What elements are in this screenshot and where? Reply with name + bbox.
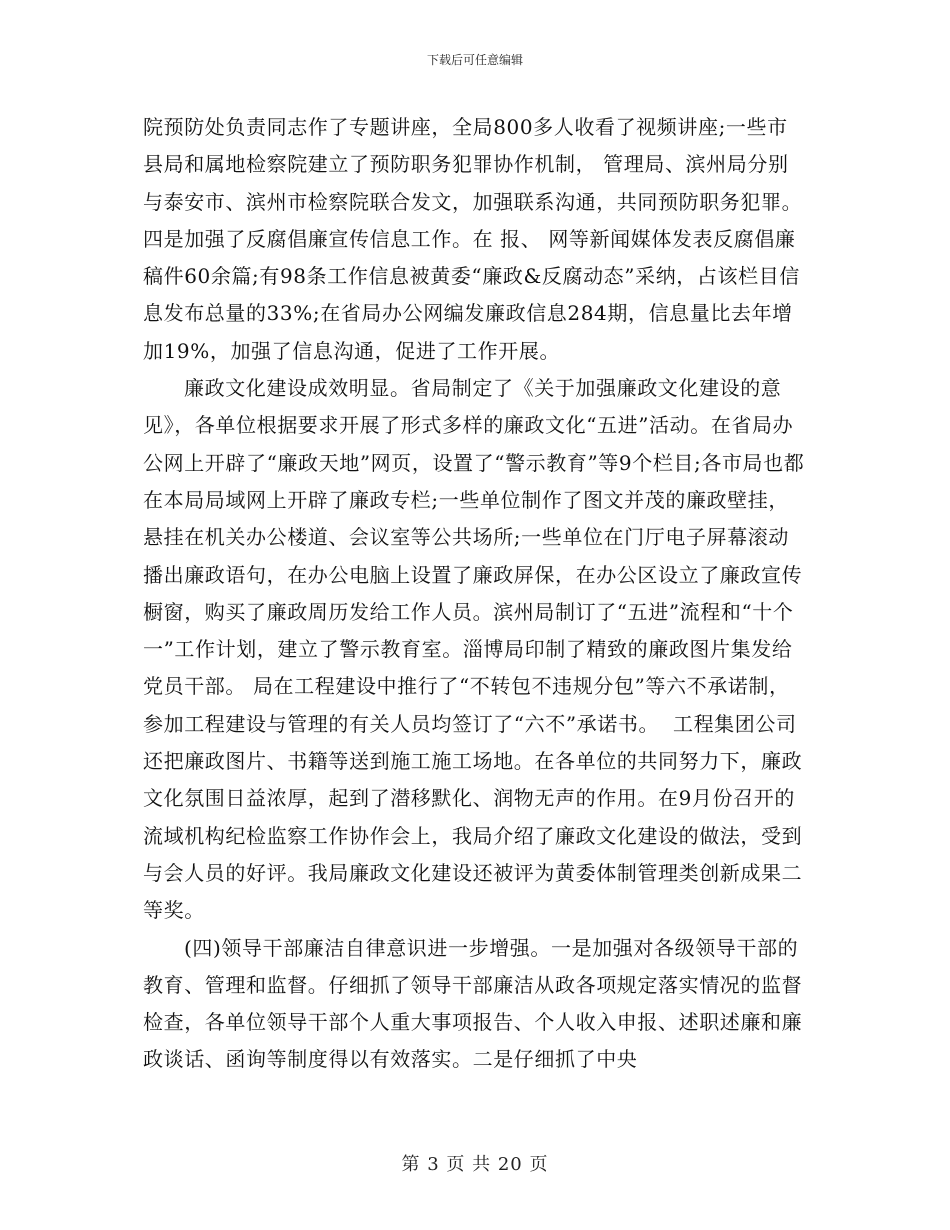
paragraph-leader-self-discipline: (四)领导干部廉洁自律意识进一步增强。一是加强对各级领导干部的教育、管理和监督。仔细抓了领导干部廉洁从政各项规定落实情况的监督检查，各单位领导干部个人重大事项报告、个人收入申报、述职述廉和廉政谈话、函询等制度得以有效落实。二是仔细抓了中央 bbox=[143, 935, 803, 1072]
paragraph-prevention-publicity: 院预防处负责同志作了专题讲座，全局800多人收看了视频讲座;一些市县局和属地检察院建立了预防职务犯罪协作机制， 管理局、滨州局分别与泰安市、滨州市检察院联合发文，加强联系沟通，共同预防职务犯罪。四是加强了反腐倡廉宣传信息工作。在 报、 网等新闻媒体发表反腐倡廉稿件60余篇;有98条工作信息被黄委“廉政&反腐动态”采纳，占该栏目信息发布总量的33%;在省局办公网编发廉政信息284期，信息量比去年增加19%，加强了信息沟通，促进了工作开展。 bbox=[143, 115, 803, 363]
page-number-footer: 第 3 页 共 20 页 bbox=[401, 1154, 549, 1175]
document-body bbox=[143, 109, 807, 1079]
paragraph-integrity-culture: 廉政文化建设成效明显。省局制定了《关于加强廉政文化建设的意见》，各单位根据要求开展了形式多样的廉政文化“五进”活动。在省局办公网上开辟了“廉政天地”网页，设置了“警示教育”等9个栏目;各市局也都在本局局域网上开辟了廉政专栏;一些单位制作了图文并茂的廉政壁挂，悬挂在机关办公楼道、会议室等公共场所;一些单位在门厅电子屏幕滚动播出廉政语句，在办公电脑上设置了廉政屏保，在办公区设立了廉政宣传橱窗，购买了廉政周历发给工作人员。滨州局制订了“五进”流程和“十个一”工作计划，建立了警示教育室。淄博局印制了精致的廉政图片集发给党员干部。 局在工程建设中推行了“不转包不违规分包”等六不承诺制，参加工程建设与管理的有关人员均签订了“六不”承诺书。 工程集团公司还把廉政图片、书籍等送到施工施工场地。在各单位的共同努力下，廉政文化氛围日益浓厚，起到了潜移默化、润物无声的作用。在9月份召开的流域机构纪检监察工作协作会上，我局介绍了廉政文化建设的做法，受到与会人员的好评。我局廉政文化建设还被评为黄委体制管理类创新成果二等奖。 bbox=[143, 376, 805, 923]
page-header: 下载后可任意编辑 bbox=[426, 53, 523, 67]
